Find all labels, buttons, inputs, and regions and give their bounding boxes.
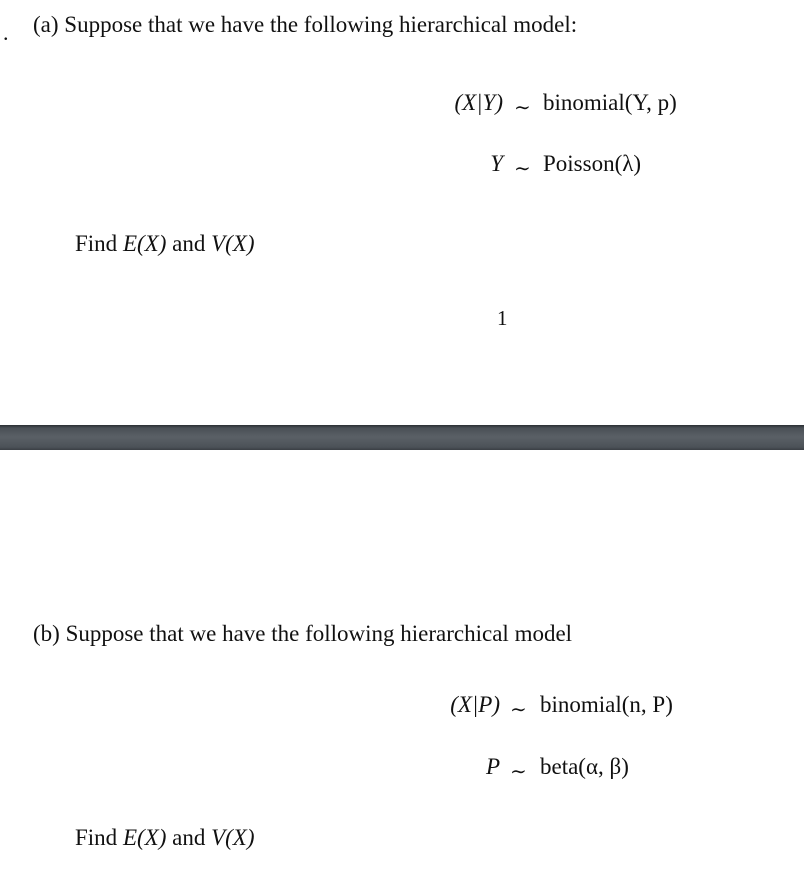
part-b-equation-1-lhs: (X|P) (450, 692, 500, 717)
part-a-equation-2-rhs: Poisson(λ) (543, 151, 642, 176)
variance-expr: V(X) (211, 825, 255, 850)
find-conjunction: and (172, 231, 206, 256)
part-a-equation-1-lhs: (X|Y) (454, 90, 503, 115)
page-number: 1 (497, 306, 508, 330)
variance-expr: V(X) (211, 231, 255, 256)
part-a-equation-1-rel: ∼ (514, 97, 531, 119)
part-a-equation-2-lhs: Y (490, 151, 503, 176)
page-top (0, 0, 804, 425)
part-a-equation-2-lhs-wrap (0, 151, 503, 181)
part-a-equation-1-rhs: binomial(Y, p) (543, 90, 677, 115)
expectation-expr: E(X) (122, 231, 167, 256)
part-b-equation-2-lhs-wrap (0, 754, 500, 784)
part-a-find-line (75, 231, 255, 257)
part-b-equation-1-lhs-wrap (0, 692, 500, 722)
part-b-equation-1-rel: ∼ (510, 699, 527, 721)
page-divider (0, 425, 804, 450)
part-b-heading: (b) Suppose that we have the following hierarchical model (33, 621, 573, 646)
page-bottom (0, 450, 804, 874)
part-b-find-line (75, 825, 255, 851)
find-word: Find (75, 231, 118, 256)
find-conjunction: and (172, 825, 206, 850)
part-b-equation-2-rel: ∼ (510, 761, 527, 783)
find-word: Find (75, 825, 118, 850)
part-a-equation-1-lhs-wrap (0, 90, 503, 120)
part-b-equation-2-rhs: beta(α, β) (540, 754, 629, 779)
part-b-equation-2-lhs: P (485, 754, 500, 779)
part-b-equation-1-rhs: binomial(n, P) (540, 692, 673, 717)
part-a-heading: (a) Suppose that we have the following hierarchical model: (33, 12, 578, 37)
expectation-expr: E(X) (122, 825, 167, 850)
list-marker: . (3, 20, 9, 45)
part-a-equation-2-rel: ∼ (514, 158, 531, 180)
